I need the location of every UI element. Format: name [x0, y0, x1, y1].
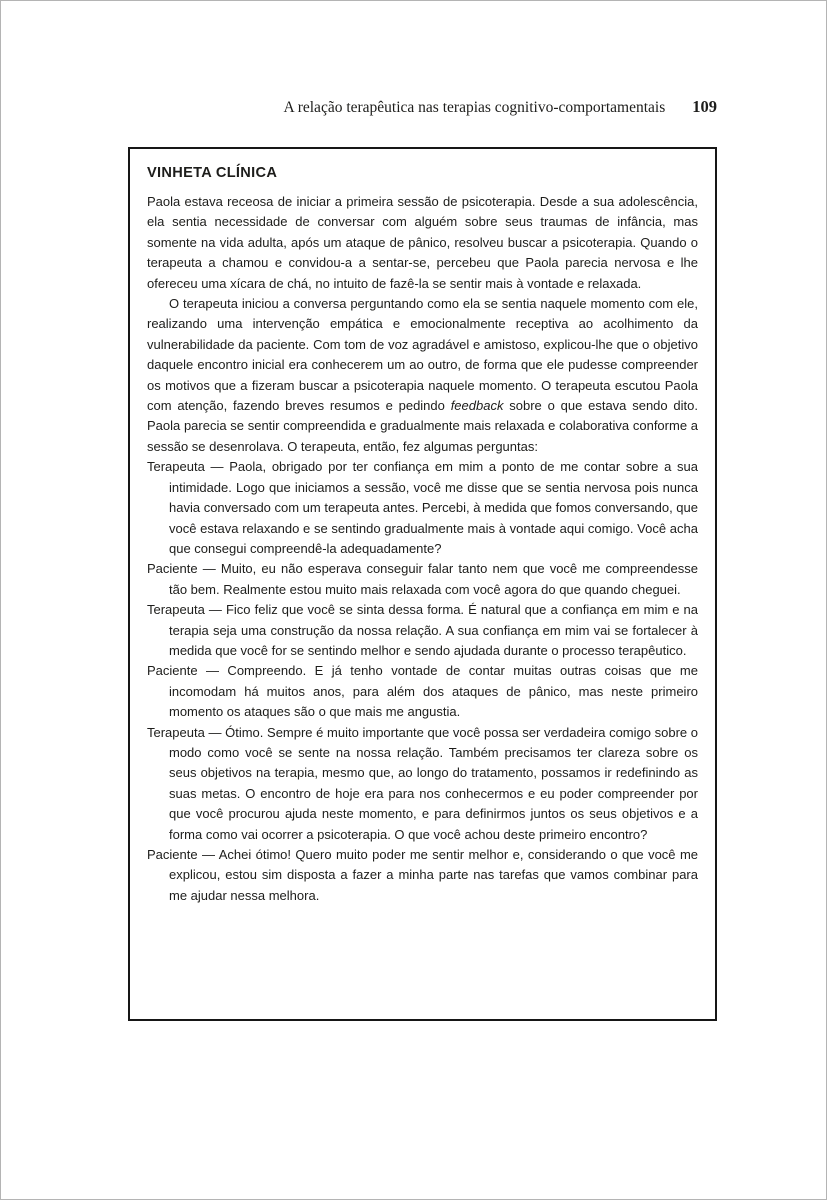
text-run: Terapeuta — Fico feliz que você se sinta dessa forma. É natural que a confiança em mim e na terapia seja uma construção da nossa relação. A sua confiança em mim vai se fortalecer à medida que você for se sentindo melhor e sendo ajudada durante o processo terapêutico.: [147, 602, 698, 658]
running-title: A relação terapêutica nas terapias cognitivo-comportamentais: [283, 99, 666, 116]
dialogue-paragraph: [147, 661, 698, 722]
page-number: 109: [692, 97, 717, 116]
text-run: Paciente — Compreendo. E já tenho vontade de contar muitas outras coisas que me incomodam há muitos anos, para além dos ataques de pânico, mas neste primeiro momento os ataques são o que mais me angustia.: [147, 663, 698, 720]
vignette-body: [147, 192, 698, 906]
text-run: O terapeuta iniciou a conversa perguntando como ela se sentia naquele momento com ele, realizando uma intervenção empática e emocionalmente receptiva ao acolhimento da vulnerabilidade da paciente. Com tom de voz agradável e amistoso, explicou-lhe que o objetivo daquele encontro inicial era conhecerem um ao outro, de forma que ele pudesse compreender os motivos que a fizeram buscar a psicoterapia naquele momento. O terapeuta escutou Paola com atenção, fazendo breves resumos e pedindo: [147, 296, 698, 414]
dialogue-paragraph: [147, 723, 698, 845]
text-run: Terapeuta — Paola, obrigado por ter confiança em mim a ponto de me contar sobre a sua intimidade. Logo que iniciamos a sessão, você me disse que se sentia nervosa pois nunca havia conversado com um terapeuta antes. Percebi, à medida que fomos conversando, que você estava relaxando e se sentindo gradualmente mais à vontade aqui comigo. Você acha que consegui compreendê-la adequadamente?: [147, 459, 698, 556]
paragraph: [147, 294, 698, 457]
dialogue-paragraph: [147, 845, 698, 906]
dialogue-paragraph: [147, 559, 698, 600]
paragraph: [147, 192, 698, 294]
vignette-title: VINHETA CLÍNICA: [147, 165, 278, 181]
dialogue-paragraph: [147, 600, 698, 661]
text-run: sobre o que estava sendo dito. Paola parecia se sentir compreendida e gradualmente mais relaxada e colaborativa conforme a sessão se desenrolava. O terapeuta, então, fez algumas perguntas:: [147, 398, 699, 454]
italic-text: feedback: [450, 398, 504, 414]
text-run: Terapeuta — Ótimo. Sempre é muito importante que você possa ser verdadeira comigo sobre o modo como você se sente na nossa relação. Também precisamos ter clareza sobre os seus objetivos na terapia, mesmo que, ao longo do tratamento, possamos ir redefinindo as suas metas. O encontro de hoje era para nos conhecermos e eu poder compreender por que você procurou ajuda neste momento, e para definirmos juntos os seus objetivos e a forma como vai ocorrer a psicoterapia. O que você achou deste primeiro encontro?: [147, 724, 698, 842]
dialogue-paragraph: [147, 457, 698, 559]
text-run: Paola estava receosa de iniciar a primeira sessão de psicoterapia. Desde a sua adolescência, ela sentia necessidade de conversar com alguém sobre seus traumas de infância, mas somente na vida adulta, após um ataque de pânico, resolveu buscar a psicoterapia. Quando o terapeuta a chamou e convidou-a a sentar-se, percebeu que Paola parecia nervosa e lhe ofereceu uma xícara de chá, no intuito de fazê-la se sentir mais à vontade e relaxada.: [147, 194, 698, 291]
running-header: [128, 97, 717, 117]
text-run: Paciente — Muito, eu não esperava conseguir falar tanto nem que você me compreendesse tão bem. Realmente estou muito mais relaxada com você agora do que quando cheguei.: [147, 561, 698, 597]
text-run: Paciente — Achei ótimo! Quero muito poder me sentir melhor e, considerando o que você me explicou, estou sim disposta a fazer a minha parte nas tarefas que vamos combinar para me ajudar nessa melhora.: [147, 847, 698, 903]
clinical-vignette-box: [128, 147, 717, 1021]
